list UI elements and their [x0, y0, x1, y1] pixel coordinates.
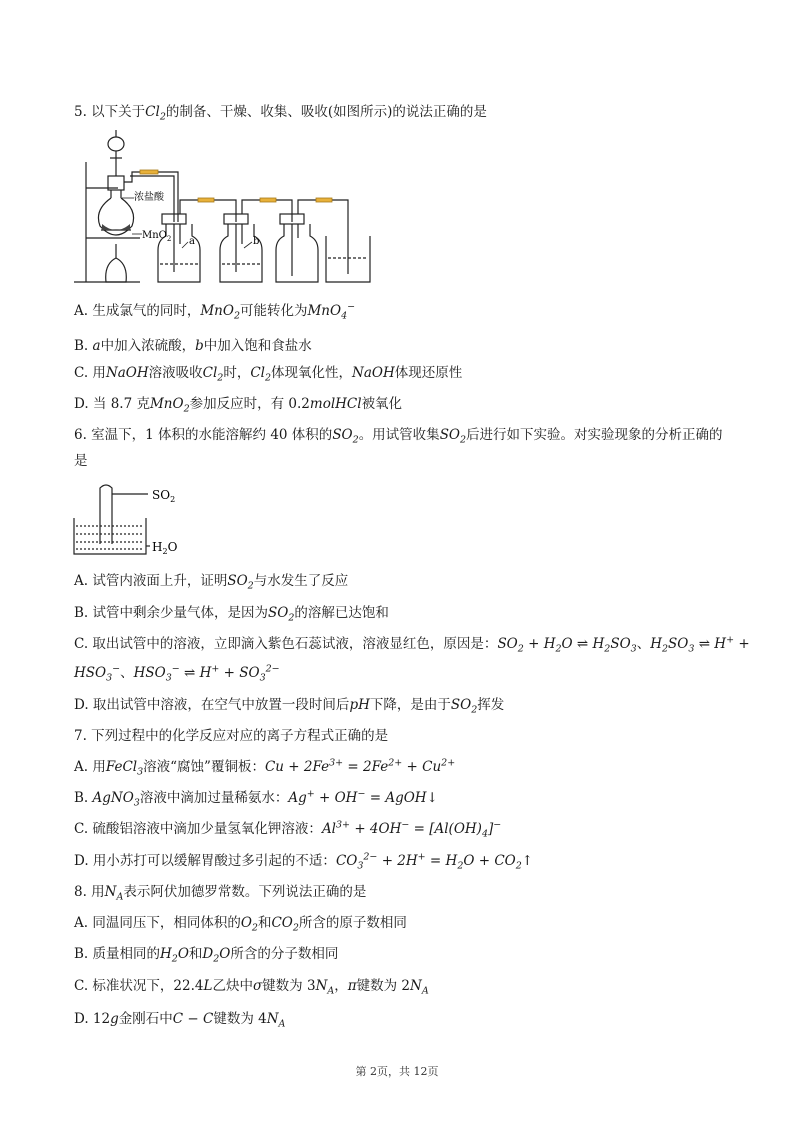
q8-option-c: C. 标准状况下，22.4L乙炔中σ键数为 $3N_A$，π键数为 $2N_A$ — [74, 978, 429, 997]
q5-option-b: B. a中加入浓硫酸，b中加入饱和食盐水 — [74, 338, 312, 354]
q7-option-b: B. AgNO$_3$溶液中滴加过量稀氨水：Ag+ + OH− = AgOH↓ — [74, 788, 438, 809]
q5-option-d: D. 当 8.7 克MnO$_2$参加反应时，有 0.2molHCl被氧化 — [74, 396, 403, 415]
q5-option-c: C. 用NaOH溶液吸收$Cl_2$时，$Cl_2$体现氧化性，NaOH体现还原性 — [74, 365, 463, 384]
q6-option-d: D. 取出试管中溶液，在空气中放置一段时间后pH下降，是由于$SO_2$挥发 — [74, 697, 505, 716]
q8-option-b: B. 质量相同的$H_2O$和$D_2O$所含的分子数相同 — [74, 946, 339, 965]
q6-option-c-line2: $HSO_3^-$、$HSO_3^-$ ⇌ $H^+ + SO_3^{2-}$ — [74, 663, 280, 684]
q8-stem: 8. 用$N_A$表示阿伏加德罗常数。下列说法正确的是 — [74, 884, 367, 903]
label-b: b — [253, 236, 260, 247]
q6-option-b: B. 试管中剩余少量气体，是因为$SO_2$的溶解已达饱和 — [74, 605, 389, 624]
q6-stem-line2: 是 — [74, 453, 88, 469]
q7-stem: 7. 下列过程中的化学反应对应的离子方程式正确的是 — [74, 728, 389, 744]
label-h2o: $H_2O$ — [152, 540, 178, 556]
label-so2: $SO_2$ — [152, 488, 176, 504]
q6-stem-line1: 6. 室温下，1 体积的水能溶解约 40 体积的$SO_2$。用试管收集$SO_2$后进行如下实验。对实验现象的分析正确的 — [74, 427, 723, 446]
q6-option-a: A. 试管内液面上升，证明$SO_2$与水发生了反应 — [74, 573, 349, 592]
q6-option-c-line1: C. 取出试管中的溶液，立即滴入紫色石蕊试液，溶液显红色，原因是：$SO_2 + H_2O$ ⇌ $H_2SO_3$、$H_2SO_3$ ⇌ H+ + — [74, 634, 750, 655]
q5-stem: 5. 以下关于$Cl_2$的制备、干燥、收集、吸收(如图所示)的说法正确的是 — [74, 104, 487, 123]
q5-apparatus-figure — [70, 126, 375, 288]
q7-option-a: A. 用FeCl$_3$溶液“腐蚀”覆铜板：$Cu + 2Fe^{3+} = 2Fe^{2+} + Cu^{2+}$ — [74, 757, 456, 778]
q8-option-d: D. 12g金刚石中C − C键数为 $4N_A$ — [74, 1011, 286, 1030]
label-conc-hcl: 浓盐酸 — [134, 192, 164, 203]
q8-option-a: A. 同温同压下，相同体积的$O_2$和$CO_2$所含的原子数相同 — [74, 915, 407, 934]
q5-option-a: A. 生成氯气的同时，MnO$_2$可能转化为MnO$_4$− — [74, 301, 356, 322]
label-a: a — [189, 236, 195, 247]
q7-option-d: D. 用小苏打可以缓解胃酸过多引起的不适：$CO_3^{2-} + 2H^+ = H_2O$ + $CO_2↑$ — [74, 851, 534, 872]
page-footer: 第 2页，共 12页 — [355, 1065, 439, 1078]
q7-option-c: C. 硫酸铝溶液中滴加少量氢氧化钾溶液：$Al^{3+} + 4OH^- = [Al(OH)_4]^-$ — [74, 819, 502, 840]
q6-test-tube-figure — [70, 482, 190, 560]
label-mno2: MnO$_2$ — [142, 230, 172, 243]
